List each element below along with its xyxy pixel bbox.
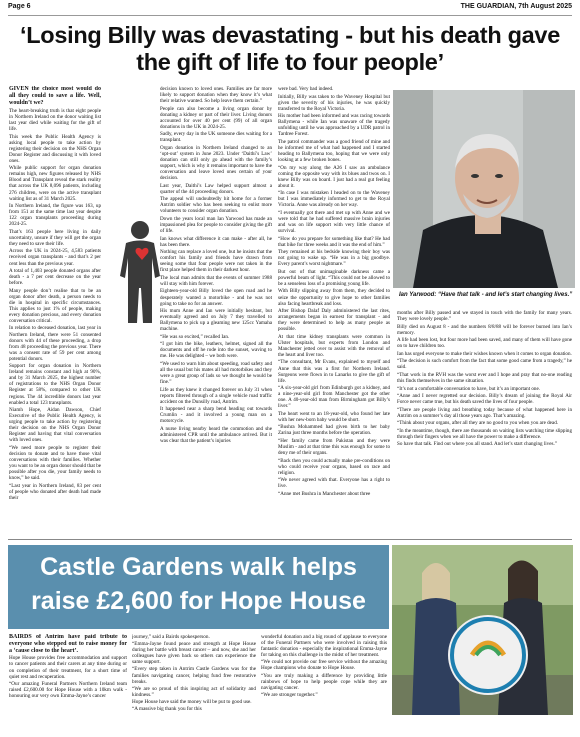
paragraph: “We used to warn him about speeding, road safety and all the usual but his mates all had motorbikes and they were a great group of lads so we thought he would be fine.” xyxy=(160,360,272,386)
paragraph: “Bushra Mohammed had given birth to her baby Zarina just three months before the operation. xyxy=(278,424,390,437)
paragraph: People can also become a living organ donor by donating a kidney or part of their liver. Living donors accounted for over 40 per cent (99) of all organ donations in the UK in 2024-25. xyxy=(160,105,272,130)
story1-column-2 xyxy=(160,86,272,534)
paragraph: The patrol commander was a good friend of mine and he informed me of what had happened and I started heading to Ballymena too, hoping that we were only looking at a few broken bones. xyxy=(278,138,390,164)
story2-column-3 xyxy=(261,634,387,734)
story1-column-4 xyxy=(397,310,572,536)
paragraph: Support for organ donation in Northern Ireland remains constant and high at 90%, and by 31 March 2025, the highest number of registrations to the NHS Organ Donor Register at 58%, compared to other UK regions. The 44 incredible donors last year enabled a total 123 transplants. xyxy=(9,363,101,406)
paragraph: Nothing can replace a loved one, but he insists that the comfort his family and friends have drawn from seeing some that four people were not taken in the first place helped them in their darkest hour. xyxy=(160,249,272,274)
page-folio xyxy=(8,3,572,16)
paragraph: So have that talk. Find out where you all stand. And let’s start changing lives.” xyxy=(397,441,557,448)
paragraph: “The decision is such comfort from the fact that some good came from a tragedy,” he said. xyxy=(397,358,572,371)
paragraph: decision known to loved ones. Families are far more likely to support donation when they know it’s what their relative wanted. So help leave them certain.” xyxy=(160,86,272,105)
story2-headline-banner xyxy=(8,545,389,629)
paragraph: But out of that unimaginable darkness came a powerful beam of light. “This could not be allowed to be a senseless loss of a promising young life. xyxy=(278,268,390,287)
paragraph: “The consultant, Mr Evans, explained to myself and Anne that this was a first for Northern Ireland. Surgeons were flown in to Lanarks to give the gift of life. xyxy=(278,359,390,384)
paragraph: Eighteen-year-old Billy loved the open road and he desperately wanted a motorbike - and he was not going to take no for an answer. xyxy=(160,288,272,307)
paragraph: Billy died on August 8 - and the numbers 8/8/88 will be forever burned into Ian’s memory. xyxy=(397,323,572,336)
paper-date: THE GUARDIAN, 7th August 2025 xyxy=(460,3,572,10)
paragraph: “We are stronger together.” xyxy=(261,691,318,698)
paragraph: The local man admits that the events of summer 1988 will stay with him forever. xyxy=(160,274,272,287)
section-divider xyxy=(8,539,572,540)
charity-walk-photo xyxy=(392,545,573,715)
paragraph: Life as they knew it changed forever on July 31 when reports filtered through of a single vehicle road traffic accident on the Dunsilly road, Antrim. xyxy=(160,386,272,405)
paragraph: Initially, Billy was taken to the Waveney Hospital but given the severity of his injuries, he was quickly transferred to the Royal Victoria. xyxy=(278,93,390,112)
paragraph: “It’s not a comfortable conversation to have, but it’s an important one. xyxy=(397,385,541,392)
paragraph: A total of 1,403 people donated organs after death - a 7 per cent decrease on the year before. xyxy=(9,268,101,287)
paragraph: “Every step taken in Antrim Castle Gardens was for the families navigating cancer, helping fund free restorative breaks. xyxy=(132,666,256,685)
paragraph: “In case I was mistaken I headed on to the Waveney but I was immediately informed to get to the Royal Victoria. Anne was already on her way. xyxy=(278,190,390,209)
paragraph: With Billy slipping away from them, they decided to seize the opportunity to give hope to other families also facing heartbreak and loss. xyxy=(278,288,390,307)
paragraph: “We never agreed with that. Everyone has a right to live. xyxy=(278,477,390,490)
paragraph: “How do you prepare for something like that? He had that bike for three weeks and it was the end of him.” xyxy=(278,235,390,248)
story1-column-3 xyxy=(278,86,390,534)
paragraph: Hope House provides free accommodation and support to cancer patients and their carers at any time during or on completion of their treatment, for a short time of quiet rest and recuperation. xyxy=(9,655,127,680)
paragraph: journey,” said a Bairds spokesperson. xyxy=(132,634,210,640)
paragraph: That’s 163 people here living in daily uncertainty, unsure if they will get the organ they need to save their life. xyxy=(9,228,101,247)
photo-caption: Ian Yarwood: “Have that talk - and let’s start changing lives.” xyxy=(399,292,573,298)
paragraph: “You are truly making a difference by providing little rainbows of hope to help people cope while they are navigating cancer. xyxy=(261,672,387,691)
paragraph: “In the meantime, though, there are thousands on waiting lists watching time slipping through their fingers when we all have the power to make a difference. xyxy=(397,427,572,440)
paragraph: Ian knows what difference it can make - after all, he has been there. xyxy=(160,235,272,248)
paragraph: “We are so proud of this inspiring act of solidarity and kindness.” xyxy=(132,685,256,698)
paragraph: “A six-year-old girl from Edinburgh got a kidney, and a nine-year-old girl from Manchester got the other one. A 40-year-old man from Birmingham got Billy’s liver.” xyxy=(278,385,390,410)
paragraph: His mum Anne and Ian were initially hesitant, but eventually agreed and on July 7 they travelled to Ballymena to pick up a gleaming new 125cc Yamaha machine. xyxy=(160,308,272,333)
paragraph: “Emma-Jayne found peace and strength at Hope House during her battle with breast cancer – and now, she and her colleagues have given back so others can experience the same support. xyxy=(132,641,256,666)
paragraph: In relation to deceased donation, last year in Northern Ireland, there were 51 consented donors with 44 of these proceeding, a drop from 48 proceeding the previous year. There was a consent rate of 59 per cent among potential donors. xyxy=(9,325,101,362)
story2-headline: Castle Gardens walk helps raise £2,600 for Hope House xyxy=(31,553,366,615)
paragraph: “We need more people to register their decision to donate and to have those vital conversations with their families. Whether you want to be an organ donor should that be possible after you die, your family needs to know,” he said. xyxy=(9,444,101,482)
paragraph: “Her family came from Pakistan and they were Muslim - and at that time this was enough for some to deny me of their organs. xyxy=(278,438,390,457)
paragraph: The appeal will undoubtedly hit home for a former Antrim soldier who has been seeking to enlist more volunteers to consider organ donation. xyxy=(160,196,272,215)
story2-column-1 xyxy=(9,634,127,734)
paragraph: It happened near a sharp bend heading out towards Crumlin - and it involved a young man on a motorcycle. xyxy=(160,406,272,425)
paragraph: At that time kidney transplants were common in Ulster hospitals, but experts from London and Manchester jetted over to assist with the removal of the heart and liver too. xyxy=(278,333,390,358)
paragraph: His mother had been informed and was racing towards Ballymena - while Ian was unaware of the tragedy unfolding until he was approached by a UDR patrol in Tardree Forest. xyxy=(278,113,390,138)
paragraph: Last year, Daithí’s Law helped support almost a quarter of the 44 proceeding donors. xyxy=(160,182,272,195)
paragraph: months after Billy passed and we stayed in touch with the family for many years. They were lovely people.” xyxy=(397,310,572,323)
paragraph: Across the UK in 2024-25, 4,583 patients received organ transplants - and that’s 2 per cent less than the previous year. xyxy=(9,248,101,267)
paragraph: “Our amazing Funeral Partners Northern Ireland team raised £2,600.00 for Hope House with a 10km walk - honouring our very own Emma-Jayne’s cancer xyxy=(9,680,127,699)
paragraph: “A massive big thank you for this xyxy=(132,706,202,713)
paragraph: They remained at his bedside knowing their boy was not going to wake up. “He was in a big goodbye. Every parent’s worst nightmare.” xyxy=(278,249,390,268)
paragraph: A nurse living nearby heard the commotion and she administered CPR until the ambulance arrived. But it was clear that the patient’s injuries xyxy=(160,425,272,445)
paragraph: Down the years local man Ian Yarwood has made an impassioned plea for people to consider giving the gift of life. xyxy=(160,215,272,235)
story1-headline: ‘Losing Billy was devastating - but his death gave the gift of life to four people’ xyxy=(20,22,560,75)
paragraph: A life had been lost, but four more had been saved, and many of them will have gone on to have children too. xyxy=(397,337,572,350)
paragraph: were bad. Very bad indeed. xyxy=(278,86,334,92)
ian-yarwood-photo xyxy=(393,90,575,288)
paragraph: “We could not provide our free service without the amazing Hope champions who donate to Hope House. xyxy=(261,659,387,672)
page-number: Page 6 xyxy=(8,3,31,10)
paragraph: “Back then you could actually make pre-conditions on who could receive your organs, based on race and religion. xyxy=(278,457,390,476)
paragraph: “There are people living and breathing today because of what happened here in Antrim on a summer’s day all those years ago. That’s amazing. xyxy=(397,406,572,419)
paragraph: “Anne met Bushra in Manchester about three xyxy=(278,490,371,497)
paragraph: “That work in the RVH was the worst ever and I hope and pray that no-one reading this finds themselves in the same situation. xyxy=(397,371,572,384)
paragraph: Many people don’t realise that to be an organ donor after death, a person needs to die in hospital in specific circumstances. This applies to just 1% of people, making every donation precious, and every donation conversation critical. xyxy=(9,287,101,324)
paragraph: Organ donation in Northern Ireland changed to an ‘opt-out’ system in June 2023. Under ‘Daithí’s Law’ donation can still only go ahead with the family’s support, which is why it remains important to have the conversation and leave loved ones certain of your decision. xyxy=(160,144,272,182)
paragraph: After Bishop Dalaf Daly administered the last rites, arrangements began in earnest for transplant - and they were determined to help as many people as possible. xyxy=(278,308,390,333)
paragraph: This week the Public Health Agency is asking local people to take action by registering their decision on the NHS Organ Donor Register and discussing it with loved ones. xyxy=(9,133,101,164)
paragraph: “I eventually got there and met up with Anne and we were told that he had suffered massive brain injuries and was on life support with very little chance of survival. xyxy=(278,209,390,235)
paragraph: Ian has urged everyone to make their wishes known when it comes to organ donation. xyxy=(397,350,572,357)
story1-column-1 xyxy=(9,86,101,534)
paragraph: “On my way along the A26 I saw an ambulance coming the opposite way with its blues and twos on. I knew Billy was on board. I just had a real gut feeling about it. xyxy=(278,164,390,189)
paragraph: Niamh Hope, Aidan Dawson, Chief Executive of the Public Health Agency, is urging people to take action by registering their decision on the NHS Organ Donor Register and having that vital conversation with loved ones. xyxy=(9,407,101,444)
paragraph: “Last year in Northern Ireland, 83 per cent of people who donated after death had made their xyxy=(9,482,101,501)
paragraph: While public support for organ donation remains high, new figures released by NHS Blood and Transplant reveal the stark reality that across the UK 8,096 patients, including 276 children, were on the active transplant waiting list as of 31 March 2025. xyxy=(9,165,101,202)
paragraph: “He was so excited,” recalled Ian. xyxy=(160,333,230,340)
paragraph: The heart went to an 18-year-old, who found her late with her new-born baby would be short. xyxy=(278,410,390,423)
story2-column-2 xyxy=(132,634,256,734)
paragraph: BAIRDS of Antrim have paid tribute to everyone who stepped out to raise money for a ‘cause close to the heart’. xyxy=(9,634,127,654)
paragraph: “I got him the bike, leathers, helmet, signed all the documents and off he rode into the sunset, waving to me. He was delighted – we both were. xyxy=(160,341,272,360)
paragraph: Hope House have said the money will be put to good use. xyxy=(132,698,252,705)
paragraph: “Anne and I never regretted our decision. Billy’s dream of joining the Royal Air Force never came true, but his death saved the lives of four people. xyxy=(397,393,572,406)
paragraph: In Northern Ireland, the figure was 163, up from 151 at the same time last year despite 122 organ transplants proceeding during 2024-25. xyxy=(9,203,101,228)
paragraph: GIVEN the choice most would do all they could to save a life. Well, wouldn’t we? xyxy=(9,86,101,106)
paragraph: Sadly, every day in the UK someone dies waiting for a transplant. xyxy=(160,131,272,144)
paragraph: The heart-breaking truth is that eight people in Northern Ireland on the donor waiting list last year died while waiting for the gift of life. xyxy=(9,107,101,133)
paragraph: wonderful donation and a big round of applause to everyone of the Funeral Partners who were involved in raising this fantastic donation - especially the inspirational Emma-Jayne for taking on this challenge in the midst of her treatment. xyxy=(261,634,387,659)
paragraph: “Think about your organs, after all they are no good to you when you are dead. xyxy=(397,420,559,427)
